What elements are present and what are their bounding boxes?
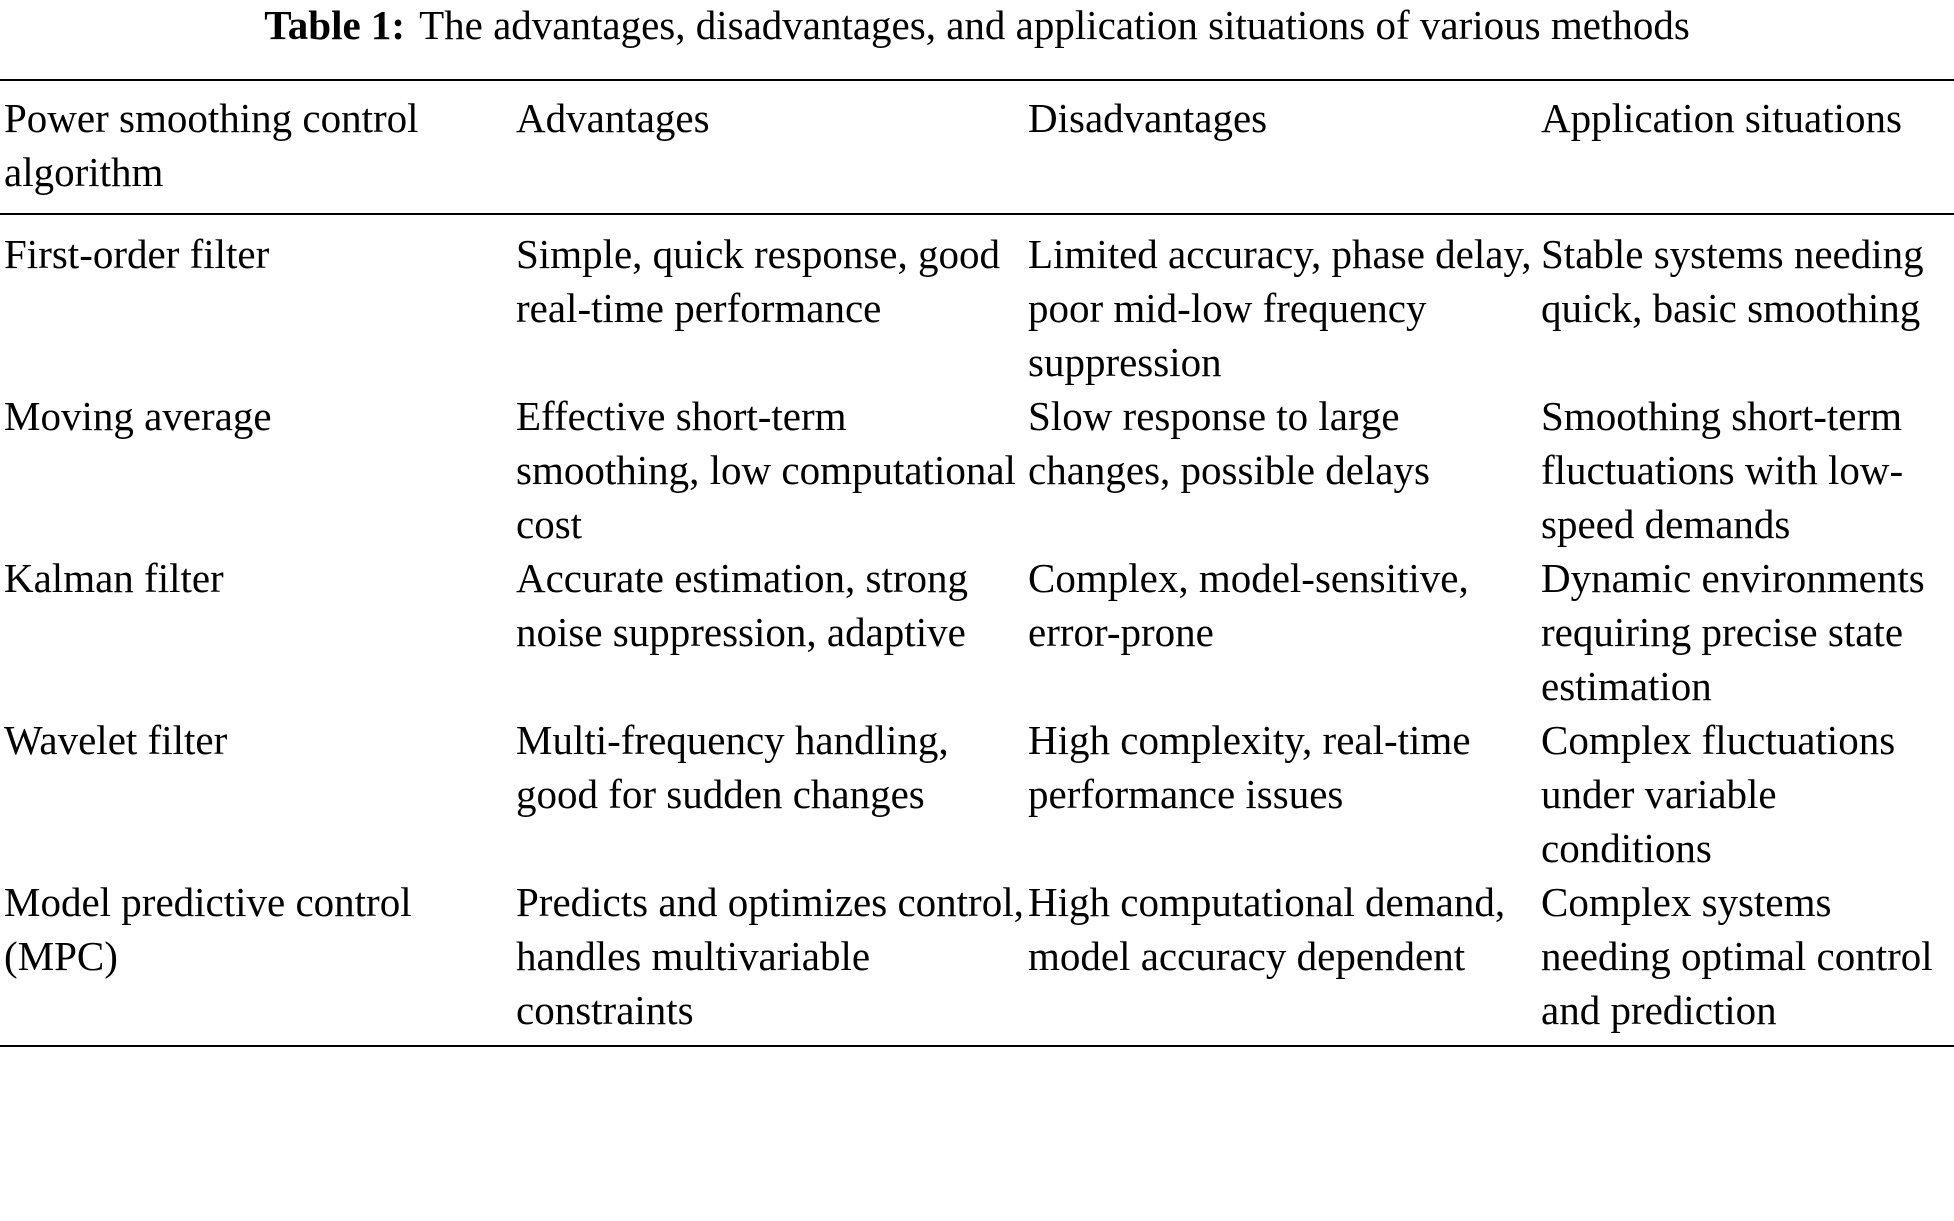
cell-method: Wavelet filter bbox=[4, 717, 228, 763]
cell-applications: Stable systems needing quick, basic smoothing bbox=[1541, 231, 1924, 331]
cell-method: Kalman filter bbox=[4, 555, 224, 601]
table-row bbox=[0, 875, 1954, 1046]
table-row bbox=[0, 389, 1954, 551]
cell-disadvantages: Complex, model-sensitive, error-prone bbox=[1028, 555, 1469, 655]
table-row bbox=[0, 713, 1954, 875]
header-disadvantages: Disadvantages bbox=[1028, 95, 1268, 141]
cell-method: First-order filter bbox=[4, 231, 270, 277]
comparison-table bbox=[0, 79, 1954, 1047]
table-body bbox=[0, 214, 1954, 1046]
cell-disadvantages: High computational demand, model accuracy dependent bbox=[1028, 879, 1506, 979]
table-caption bbox=[0, 0, 1954, 50]
header-algorithm: Power smoothing control algorithm bbox=[4, 95, 419, 195]
cell-advantages: Multi-frequency handling, good for sudden changes bbox=[516, 717, 949, 817]
cell-method: Moving average bbox=[4, 393, 272, 439]
cell-disadvantages: Limited accuracy, phase delay, poor mid-low frequency suppression bbox=[1028, 231, 1532, 385]
header-applications: Application situations bbox=[1541, 95, 1902, 141]
cell-advantages: Accurate estimation, strong noise suppression, adaptive bbox=[516, 555, 969, 655]
table-header bbox=[0, 80, 1954, 214]
header-row bbox=[0, 80, 1954, 214]
header-advantages: Advantages bbox=[516, 95, 710, 141]
cell-method: Model predictive control (MPC) bbox=[4, 879, 412, 979]
cell-disadvantages: High complexity, real-time performance issues bbox=[1028, 717, 1471, 817]
cell-advantages: Effective short-term smoothing, low computational cost bbox=[516, 393, 1016, 547]
cell-applications: Complex systems needing optimal control and prediction bbox=[1541, 879, 1933, 1033]
cell-disadvantages: Slow response to large changes, possible delays bbox=[1028, 393, 1430, 493]
table-caption-label: Table 1: bbox=[264, 2, 406, 48]
cell-applications: Smoothing short-term fluctuations with low-speed demands bbox=[1541, 393, 1904, 547]
cell-applications: Dynamic environments requiring precise state estimation bbox=[1541, 555, 1925, 709]
cell-applications: Complex fluctuations under variable conditions bbox=[1541, 717, 1896, 871]
cell-advantages: Simple, quick response, good real-time performance bbox=[516, 231, 1000, 331]
table-row bbox=[0, 214, 1954, 389]
table-row bbox=[0, 551, 1954, 713]
table-caption-text: The advantages, disadvantages, and application situations of various methods bbox=[419, 2, 1690, 48]
cell-advantages: Predicts and optimizes control, handles multivariable constraints bbox=[516, 879, 1024, 1033]
